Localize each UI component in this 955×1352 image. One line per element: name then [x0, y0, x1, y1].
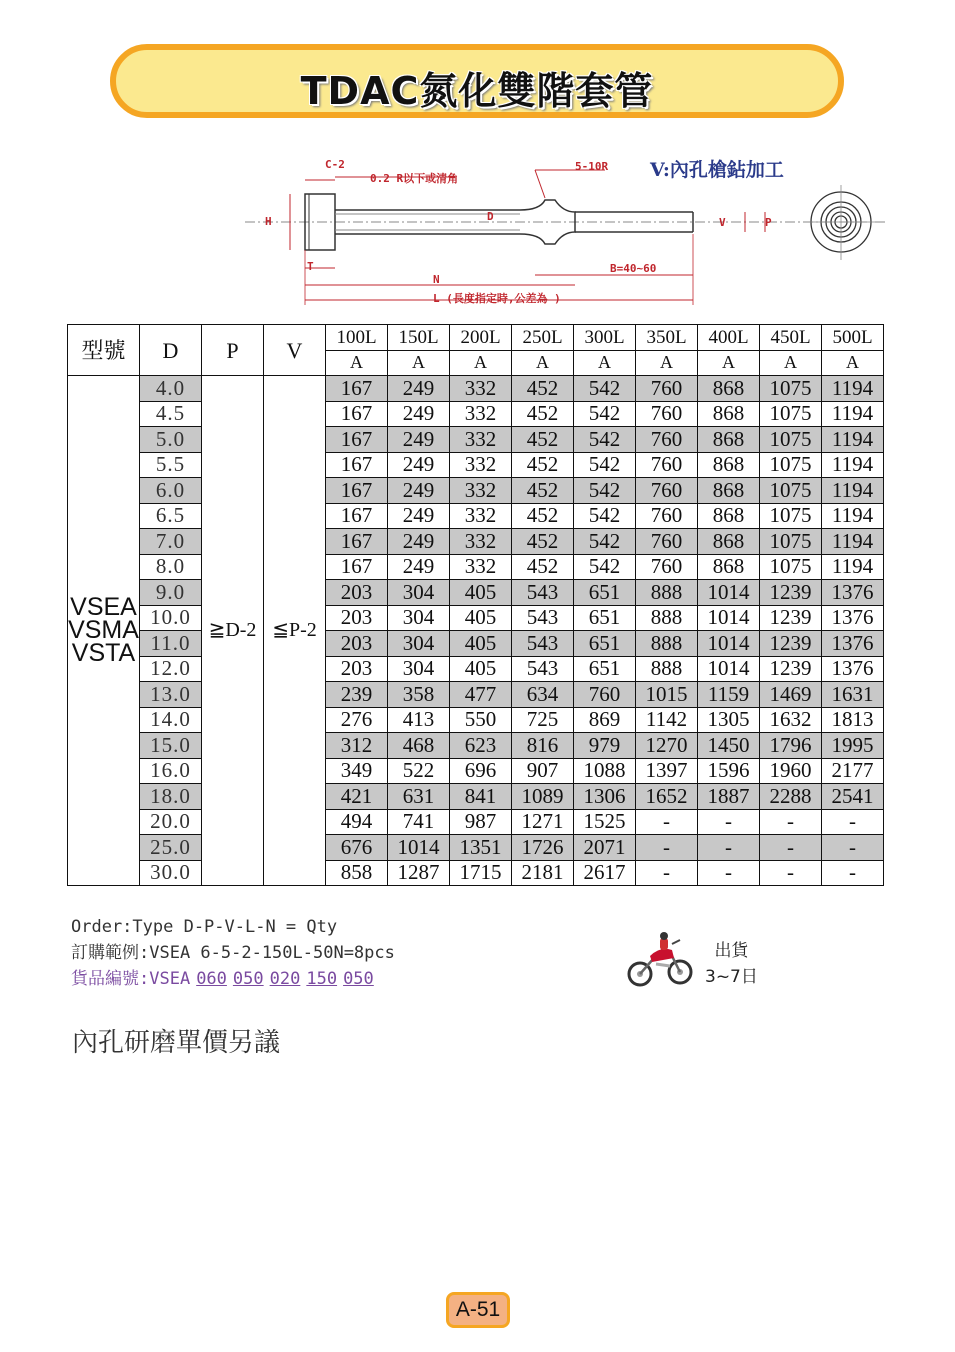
price-cell: 543 — [512, 656, 574, 682]
price-cell: 760 — [636, 478, 698, 504]
diameter-cell: 11.0 — [140, 631, 202, 657]
price-cell: 1015 — [636, 682, 698, 708]
price-cell: 332 — [450, 452, 512, 478]
table-row — [68, 401, 884, 427]
length-header: 250L — [512, 325, 574, 351]
header-v: V — [264, 325, 326, 376]
price-cell: 760 — [636, 503, 698, 529]
sub-header-a: A — [388, 350, 450, 376]
length-header: 450L — [760, 325, 822, 351]
price-cell: 543 — [512, 605, 574, 631]
item-code-part: 050 — [232, 969, 264, 989]
item-code — [71, 966, 395, 992]
table-row — [68, 478, 884, 504]
price-cell: 542 — [574, 478, 636, 504]
price-cell: - — [760, 809, 822, 835]
diameter-cell: 15.0 — [140, 733, 202, 759]
table-row — [68, 809, 884, 835]
price-cell: - — [760, 835, 822, 861]
price-cell: - — [698, 809, 760, 835]
price-cell: 868 — [698, 401, 760, 427]
price-cell: 167 — [326, 503, 388, 529]
price-cell: 543 — [512, 631, 574, 657]
sub-header-a: A — [636, 350, 698, 376]
label-p: P — [765, 216, 772, 229]
sub-header-a: A — [326, 350, 388, 376]
price-cell: 249 — [388, 427, 450, 453]
price-cell: 239 — [326, 682, 388, 708]
model-name: VSTA — [71, 639, 136, 667]
diameter-cell: 14.0 — [140, 707, 202, 733]
price-cell: 979 — [574, 733, 636, 759]
price-cell: 452 — [512, 376, 574, 402]
item-code-label: 貨品編號:VSEA — [71, 969, 191, 989]
price-cell: 1194 — [822, 529, 884, 555]
price-cell: 249 — [388, 452, 450, 478]
price-cell: 304 — [388, 605, 450, 631]
price-cell: 1887 — [698, 784, 760, 810]
price-cell: 1351 — [450, 835, 512, 861]
price-cell: 550 — [450, 707, 512, 733]
table-row — [68, 631, 884, 657]
sub-header-a: A — [698, 350, 760, 376]
price-cell: 1194 — [822, 427, 884, 453]
price-cell: 816 — [512, 733, 574, 759]
diameter-cell: 13.0 — [140, 682, 202, 708]
length-header: 100L — [326, 325, 388, 351]
price-cell: 1306 — [574, 784, 636, 810]
price-cell: 676 — [326, 835, 388, 861]
price-cell: 304 — [388, 631, 450, 657]
motorcycle-icon — [626, 930, 694, 990]
price-cell: 1239 — [760, 631, 822, 657]
price-cell: 1194 — [822, 554, 884, 580]
diameter-cell: 25.0 — [140, 835, 202, 861]
price-cell: 249 — [388, 503, 450, 529]
table-row — [68, 503, 884, 529]
label-l-note: L (長度指定時,公差為 ) — [433, 292, 561, 305]
price-cell: 1715 — [450, 860, 512, 886]
price-cell: 332 — [450, 529, 512, 555]
price-cell: 249 — [388, 376, 450, 402]
price-cell: 2617 — [574, 860, 636, 886]
price-cell: 1631 — [822, 682, 884, 708]
price-cell: 1075 — [760, 401, 822, 427]
price-cell: 868 — [698, 376, 760, 402]
item-code-part: 150 — [306, 969, 338, 989]
price-cell: 249 — [388, 554, 450, 580]
diameter-cell: 5.0 — [140, 427, 202, 453]
price-cell: 413 — [388, 707, 450, 733]
item-code-part: 050 — [343, 969, 374, 989]
price-cell: 203 — [326, 631, 388, 657]
price-cell: 332 — [450, 503, 512, 529]
price-cell: 696 — [450, 758, 512, 784]
order-format: Order:Type D-P-V-L-N = Qty — [71, 917, 338, 937]
diameter-cell: 16.0 — [140, 758, 202, 784]
price-cell: 858 — [326, 860, 388, 886]
model-name: VSEA — [70, 593, 137, 621]
model-name: VSMA — [68, 616, 139, 644]
label-b: B=40~60 — [610, 262, 657, 275]
shipping-days: 3~7日 — [705, 967, 758, 987]
item-code-part: 060 — [196, 969, 227, 989]
length-header: 500L — [822, 325, 884, 351]
price-cell: 1239 — [760, 580, 822, 606]
model-names — [68, 376, 140, 886]
price-cell: 452 — [512, 427, 574, 453]
price-cell: 452 — [512, 554, 574, 580]
order-example: 訂購範例:VSEA 6-5-2-150L-50N=8pcs — [71, 943, 395, 963]
price-cell: 1525 — [574, 809, 636, 835]
price-cell: 888 — [636, 631, 698, 657]
label-d: D — [487, 210, 494, 223]
diameter-cell: 6.0 — [140, 478, 202, 504]
price-cell: 312 — [326, 733, 388, 759]
price-cell: 868 — [698, 427, 760, 453]
price-cell: - — [822, 809, 884, 835]
price-cell: 1014 — [698, 631, 760, 657]
item-code-part: 020 — [269, 969, 301, 989]
table-row — [68, 656, 884, 682]
label-n: N — [433, 273, 440, 286]
diameter-cell: 7.0 — [140, 529, 202, 555]
price-cell: 907 — [512, 758, 574, 784]
diameter-cell: 18.0 — [140, 784, 202, 810]
length-header: 200L — [450, 325, 512, 351]
price-cell: 332 — [450, 478, 512, 504]
table-row — [68, 707, 884, 733]
price-cell: 868 — [698, 478, 760, 504]
price-cell: 760 — [636, 401, 698, 427]
price-cell: 869 — [574, 707, 636, 733]
table-row — [68, 860, 884, 886]
price-cell: - — [698, 860, 760, 886]
price-cell: - — [822, 860, 884, 886]
price-cell: 1960 — [760, 758, 822, 784]
price-cell: 1652 — [636, 784, 698, 810]
price-cell: 405 — [450, 605, 512, 631]
sub-header-a: A — [450, 350, 512, 376]
sub-header-a: A — [512, 350, 574, 376]
price-cell: 332 — [450, 401, 512, 427]
price-cell: 888 — [636, 656, 698, 682]
diameter-cell: 12.0 — [140, 656, 202, 682]
sub-header-a: A — [574, 350, 636, 376]
v-condition: ≦P-2 — [264, 376, 326, 886]
length-header: 300L — [574, 325, 636, 351]
price-cell: 651 — [574, 580, 636, 606]
price-cell: 623 — [450, 733, 512, 759]
price-cell: 1194 — [822, 478, 884, 504]
price-cell: 1450 — [698, 733, 760, 759]
price-cell: 332 — [450, 376, 512, 402]
price-cell: 332 — [450, 554, 512, 580]
price-cell: 2181 — [512, 860, 574, 886]
table-row — [68, 835, 884, 861]
price-cell: 542 — [574, 427, 636, 453]
table-row — [68, 784, 884, 810]
price-cell: 868 — [698, 529, 760, 555]
price-cell: 1596 — [698, 758, 760, 784]
price-cell: 1194 — [822, 452, 884, 478]
price-cell: - — [822, 835, 884, 861]
price-cell: 760 — [574, 682, 636, 708]
price-cell: 542 — [574, 452, 636, 478]
price-cell: 349 — [326, 758, 388, 784]
diameter-cell: 4.5 — [140, 401, 202, 427]
label-h: H — [265, 215, 272, 228]
price-cell: 1075 — [760, 503, 822, 529]
price-cell: 888 — [636, 580, 698, 606]
price-cell: 1194 — [822, 503, 884, 529]
price-cell: 167 — [326, 427, 388, 453]
price-cell: 1239 — [760, 656, 822, 682]
price-cell: 249 — [388, 529, 450, 555]
label-v: V — [719, 216, 726, 229]
price-cell: 167 — [326, 478, 388, 504]
price-cell: 452 — [512, 478, 574, 504]
table-row — [68, 452, 884, 478]
price-cell: 868 — [698, 503, 760, 529]
price-cell: 1726 — [512, 835, 574, 861]
price-cell: 522 — [388, 758, 450, 784]
price-cell: 888 — [636, 605, 698, 631]
length-header: 150L — [388, 325, 450, 351]
price-cell: 421 — [326, 784, 388, 810]
price-cell: - — [636, 809, 698, 835]
price-cell: 2071 — [574, 835, 636, 861]
sub-header-a: A — [760, 350, 822, 376]
price-cell: 1813 — [822, 707, 884, 733]
price-cell: 2288 — [760, 784, 822, 810]
price-cell: 167 — [326, 452, 388, 478]
price-cell: 542 — [574, 401, 636, 427]
diameter-cell: 20.0 — [140, 809, 202, 835]
price-cell: 543 — [512, 580, 574, 606]
price-cell: 1796 — [760, 733, 822, 759]
price-cell: 452 — [512, 503, 574, 529]
price-cell: 760 — [636, 376, 698, 402]
price-cell: 760 — [636, 427, 698, 453]
p-condition: ≧D-2 — [202, 376, 264, 886]
diameter-cell: 30.0 — [140, 860, 202, 886]
spec-table — [67, 324, 884, 886]
price-cell: 651 — [574, 631, 636, 657]
price-cell: 358 — [388, 682, 450, 708]
length-header: 350L — [636, 325, 698, 351]
price-cell: 468 — [388, 733, 450, 759]
price-cell: 477 — [450, 682, 512, 708]
label-radius-note: 0.2 R以下或清角 — [370, 172, 459, 185]
price-cell: 1089 — [512, 784, 574, 810]
price-cell: - — [698, 835, 760, 861]
price-cell: 1142 — [636, 707, 698, 733]
price-cell: 760 — [636, 529, 698, 555]
price-cell: 542 — [574, 554, 636, 580]
price-cell: 452 — [512, 452, 574, 478]
price-cell: 167 — [326, 529, 388, 555]
page-title: TDAC氮化雙階套管 — [300, 69, 654, 113]
price-cell: 1305 — [698, 707, 760, 733]
table-row — [68, 427, 884, 453]
price-cell: 1014 — [698, 656, 760, 682]
header-p: P — [202, 325, 264, 376]
price-cell: 249 — [388, 401, 450, 427]
price-cell: 1075 — [760, 478, 822, 504]
price-cell: 725 — [512, 707, 574, 733]
price-cell: 1075 — [760, 452, 822, 478]
price-cell: 1075 — [760, 554, 822, 580]
price-cell: 542 — [574, 503, 636, 529]
table-body — [68, 376, 884, 886]
price-cell: 405 — [450, 631, 512, 657]
price-cell: 542 — [574, 376, 636, 402]
price-cell: 203 — [326, 656, 388, 682]
price-cell: 1397 — [636, 758, 698, 784]
table-row — [68, 758, 884, 784]
price-cell: - — [636, 835, 698, 861]
length-header: 400L — [698, 325, 760, 351]
price-cell: 868 — [698, 452, 760, 478]
price-cell: 1014 — [698, 580, 760, 606]
price-cell: 203 — [326, 580, 388, 606]
price-cell: 868 — [698, 554, 760, 580]
table-row — [68, 554, 884, 580]
table-row — [68, 682, 884, 708]
price-cell: 1075 — [760, 376, 822, 402]
drawing-svg — [245, 150, 885, 320]
label-c2: C-2 — [325, 158, 345, 171]
price-cell: 1088 — [574, 758, 636, 784]
order-info — [71, 914, 395, 992]
price-cell: 1376 — [822, 605, 884, 631]
grinding-note: 內孔研磨單價另議 — [72, 1028, 281, 1058]
price-cell: 2177 — [822, 758, 884, 784]
price-cell: 1014 — [698, 605, 760, 631]
price-cell: 2541 — [822, 784, 884, 810]
price-cell: - — [636, 860, 698, 886]
gun-drill-note: V:內孔槍鉆加工 — [650, 159, 784, 181]
header-model: 型號 — [68, 325, 140, 376]
price-cell: 452 — [512, 401, 574, 427]
diameter-cell: 5.5 — [140, 452, 202, 478]
price-cell: 651 — [574, 656, 636, 682]
price-cell: 1075 — [760, 529, 822, 555]
price-cell: - — [760, 860, 822, 886]
price-cell: 987 — [450, 809, 512, 835]
page-number: A-51 — [446, 1292, 510, 1328]
price-cell: 203 — [326, 605, 388, 631]
price-cell: 841 — [450, 784, 512, 810]
price-cell: 1014 — [388, 835, 450, 861]
shipping-label: 出貨 — [714, 941, 749, 961]
table-row — [68, 376, 884, 402]
table-row — [68, 733, 884, 759]
shipping-info — [705, 938, 758, 990]
price-cell: 1270 — [636, 733, 698, 759]
price-cell: 1159 — [698, 682, 760, 708]
title-banner — [110, 44, 844, 118]
price-cell: 1376 — [822, 656, 884, 682]
price-cell: 634 — [512, 682, 574, 708]
sub-header-a: A — [822, 350, 884, 376]
price-cell: 405 — [450, 656, 512, 682]
diameter-cell: 9.0 — [140, 580, 202, 606]
table-row — [68, 529, 884, 555]
price-cell: 1995 — [822, 733, 884, 759]
price-cell: 167 — [326, 554, 388, 580]
price-cell: 249 — [388, 478, 450, 504]
technical-drawing — [245, 150, 885, 320]
price-cell: 1271 — [512, 809, 574, 835]
diameter-cell: 10.0 — [140, 605, 202, 631]
price-cell: 741 — [388, 809, 450, 835]
price-cell: 167 — [326, 376, 388, 402]
price-cell: 304 — [388, 580, 450, 606]
price-cell: 1376 — [822, 631, 884, 657]
price-cell: 276 — [326, 707, 388, 733]
price-cell: 1376 — [822, 580, 884, 606]
price-cell: 631 — [388, 784, 450, 810]
diameter-cell: 4.0 — [140, 376, 202, 402]
price-cell: 1239 — [760, 605, 822, 631]
price-cell: 1194 — [822, 376, 884, 402]
label-r510: 5-10R — [575, 160, 609, 173]
price-cell: 304 — [388, 656, 450, 682]
price-cell: 494 — [326, 809, 388, 835]
price-cell: 651 — [574, 605, 636, 631]
price-cell: 332 — [450, 427, 512, 453]
price-cell: 1075 — [760, 427, 822, 453]
price-cell: 452 — [512, 529, 574, 555]
price-cell: 760 — [636, 452, 698, 478]
price-cell: 542 — [574, 529, 636, 555]
diameter-cell: 6.5 — [140, 503, 202, 529]
price-cell: 1287 — [388, 860, 450, 886]
diameter-cell: 8.0 — [140, 554, 202, 580]
price-cell: 1632 — [760, 707, 822, 733]
label-t: T — [307, 260, 314, 273]
header-d: D — [140, 325, 202, 376]
price-cell: 760 — [636, 554, 698, 580]
price-cell: 1469 — [760, 682, 822, 708]
table-row — [68, 580, 884, 606]
price-cell: 167 — [326, 401, 388, 427]
price-cell: 1194 — [822, 401, 884, 427]
price-cell: 405 — [450, 580, 512, 606]
table-row — [68, 605, 884, 631]
